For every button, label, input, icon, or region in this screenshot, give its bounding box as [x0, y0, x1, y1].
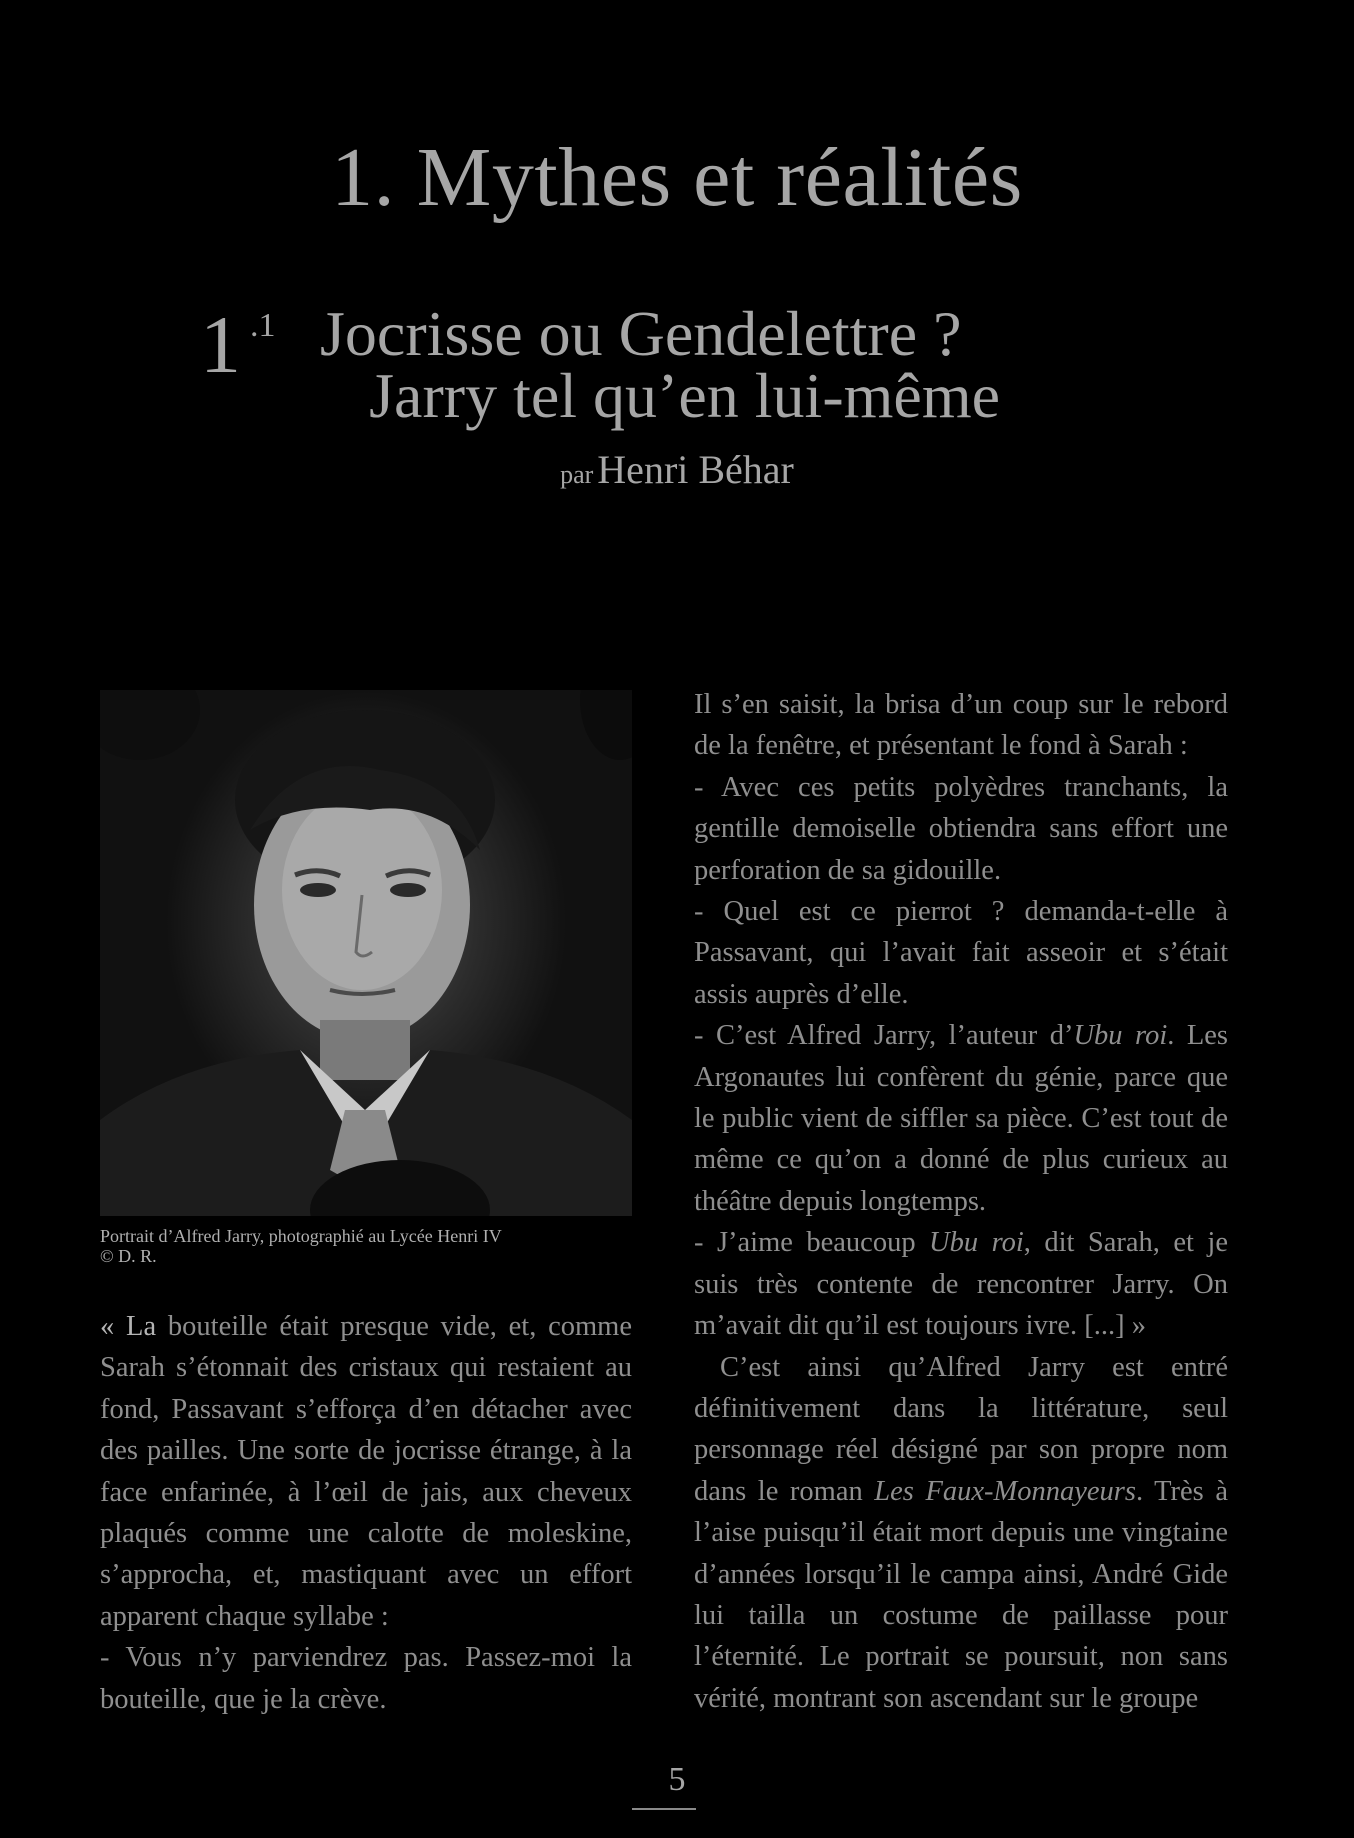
text-run: - C’est Alfred Jarry, l’auteur d’: [694, 1020, 1074, 1052]
right-paragraph-3: - Quel est ce pierrot ? demanda-t-elle à Passavant, qui l’avait fait asseoir et s’était assis auprès d’elle.: [694, 896, 1228, 1010]
text-run: . Les Argonautes lui confèrent du génie, parce que le public vient de siffler sa pièce. C’est tout de même ce qu’on a donné de plus curieux au théâtre depuis longtemps.: [694, 1020, 1228, 1217]
section-title-line-1: Jocrisse ou Gendelettre ?: [320, 298, 962, 369]
left-column: [100, 1306, 632, 1720]
quote-lead: « La: [100, 1311, 157, 1342]
right-paragraph-6: [694, 1347, 1228, 1720]
text-run: C’est ainsi qu’Alfred Jarry est entré définitivement dans la littérature, seul personnage réel désigné par son propre nom dans le roman: [694, 1351, 1228, 1507]
quote-text: bouteille était presque vide, et, comme Sarah s’étonnait des cristaux qui restaient au fond, Passavant s’efforça d’en détacher avec des pailles. Une sorte de jocrisse étrange, à la face enfarinée, à l’œil de jais, aux cheveux plaqués comme une calotte de moleskine, s’approcha, et, mastiquant avec un effort apparent chaque syllabe :: [100, 1311, 633, 1632]
text-run: . Très à l’aise puisqu’il était mort depuis une vingtaine d’années lorsqu’il le campa ainsi, André Gide lui tailla un costume de paillasse pour l’éternité. Le portrait se poursuit, non sans vérité, montrant son ascendant sur le groupe: [694, 1475, 1228, 1714]
portrait-photo: [100, 690, 632, 1216]
page-number: 5: [668, 1761, 686, 1798]
right-paragraph-5: [694, 1222, 1228, 1346]
right-paragraph-1: Il s’en saisit, la brisa d’un coup sur le rebord de la fenêtre, et présentant le fond à Sarah :: [694, 689, 1228, 762]
author-name: Henri Béhar: [597, 447, 794, 492]
book-title-ubu-roi: Ubu roi: [1073, 1020, 1168, 1052]
text-run: , dit Sarah, et je suis très contente de rencontrer Jarry. On m’avait dit qu’il est toujours ivre. [...] »: [694, 1227, 1228, 1342]
left-paragraph-1: [100, 1306, 632, 1637]
section-title-line-2: Jarry tel qu’en lui-même: [369, 360, 1000, 431]
chapter-title: 1. Mythes et réalités: [331, 131, 1023, 224]
caption-line-1: Portrait d’Alfred Jarry, photographié au Lycée Henri IV: [100, 1226, 502, 1246]
book-title-faux-monnayeurs: Les Faux-Monnayeurs: [874, 1475, 1136, 1507]
text-run: - J’aime beaucoup: [694, 1227, 930, 1259]
photo-caption: [100, 1226, 640, 1266]
page-number-rule: [632, 1808, 696, 1810]
book-title-ubu-roi: Ubu roi: [929, 1227, 1024, 1259]
caption-line-2: © D. R.: [100, 1246, 157, 1266]
section-subnumber: .1: [250, 307, 276, 344]
section-number: 1: [200, 299, 241, 390]
left-paragraph-2: - Vous n’y parviendrez pas. Passez-moi la bouteille, que je la crève.: [100, 1642, 632, 1715]
right-column: [694, 684, 1228, 1719]
byline-prefix: par: [560, 460, 594, 489]
byline: [0, 446, 1354, 493]
right-paragraph-2: - Avec ces petits polyèdres tranchants, la gentille demoiselle obtiendra sans effort une perforation de sa gidouille.: [694, 771, 1228, 886]
right-paragraph-4: [694, 1015, 1228, 1222]
